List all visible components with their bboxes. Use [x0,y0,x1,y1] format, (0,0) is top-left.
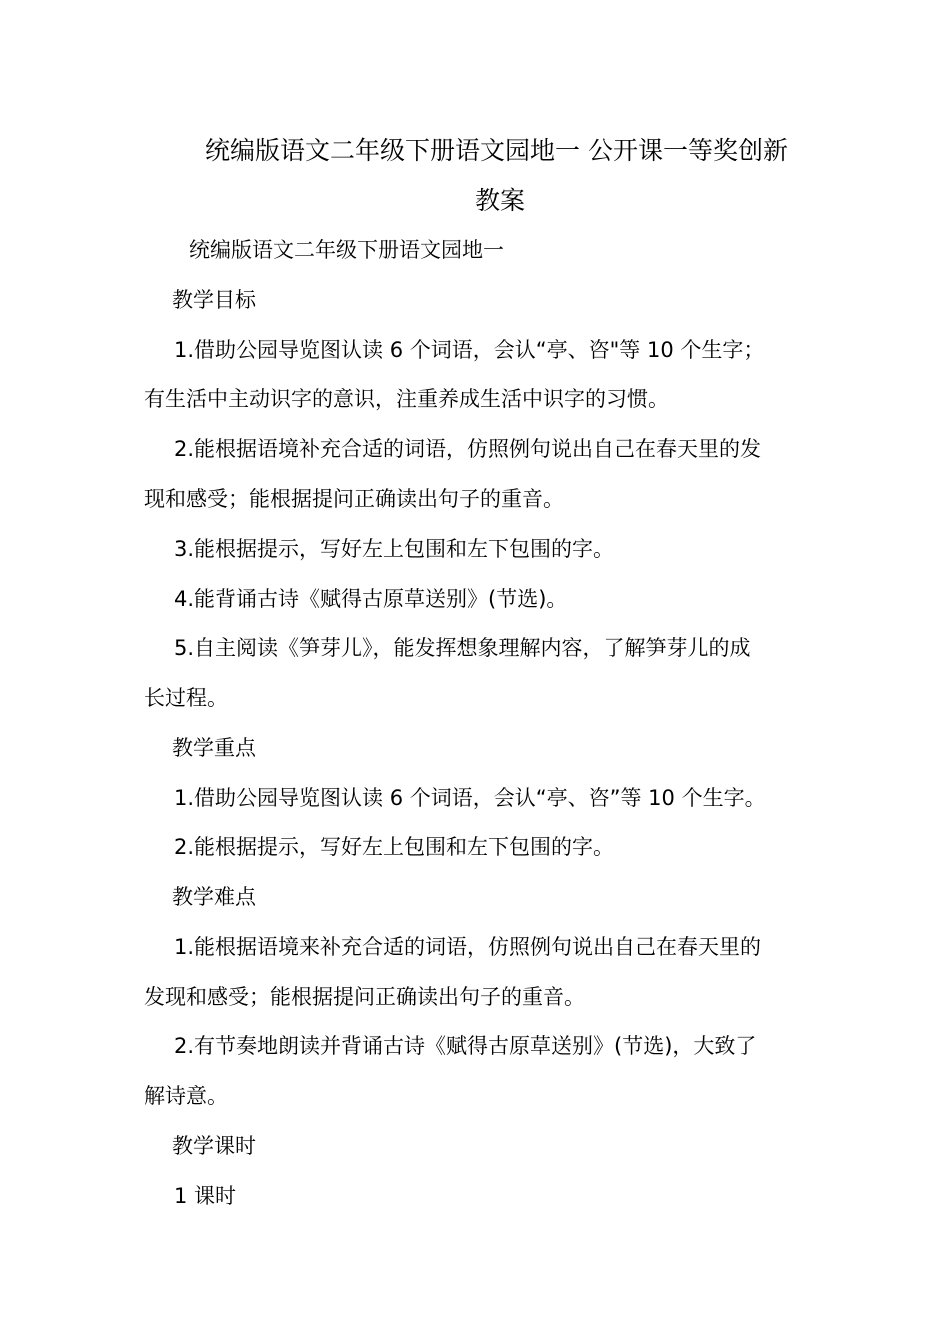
section-heading-hours: 教学课时 [172,1134,256,1158]
difficulty-2-line-1: 2.有节奏地朗读并背诵古诗《赋得古原草送别》(节选)，大致了 [174,1034,757,1058]
document-title-line-2: 教案 [474,186,525,215]
section-heading-goals: 教学目标 [172,288,256,312]
goal-1-line-2: 有生活中主动识字的意识，注重养成生活中识字的习惯。 [144,387,669,411]
goal-5-line-1: 5.自主阅读《笋芽儿》，能发挥想象理解内容，了解笋芽儿的成 [174,636,751,660]
goal-4: 4.能背诵古诗《赋得古原草送别》(节选)。 [174,587,568,611]
key-point-1: 1.借助公园导览图认读 6 个词语，会认“亭、咨”等 10 个生字。 [174,786,766,810]
subtitle: 统编版语文二年级下册语文园地一 [189,238,504,262]
goal-2-line-1: 2.能根据语境补充合适的词语，仿照例句说出自己在春天里的发 [174,437,762,461]
difficulty-1-line-1: 1.能根据语境来补充合适的词语，仿照例句说出自己在春天里的 [174,935,762,959]
document-title-line-1: 统编版语文二年级下册语文园地一 公开课一等奖创新 [205,136,788,165]
goal-2-line-2: 现和感受；能根据提问正确读出句子的重音。 [144,487,564,511]
difficulty-2-line-2: 解诗意。 [144,1084,228,1108]
section-heading-key-points: 教学重点 [172,736,256,760]
hours-value: 1 课时 [174,1184,237,1208]
key-point-2: 2.能根据提示，写好左上包围和左下包围的字。 [174,835,615,859]
goal-1-line-1: 1.借助公园导览图认读 6 个词语，会认“亭、咨"等 10 个生字； [174,338,765,362]
goal-5-line-2: 长过程。 [144,686,228,710]
section-heading-difficulties: 教学难点 [172,885,256,909]
difficulty-1-line-2: 发现和感受；能根据提问正确读出句子的重音。 [144,985,585,1009]
goal-3: 3.能根据提示，写好左上包围和左下包围的字。 [174,537,615,561]
